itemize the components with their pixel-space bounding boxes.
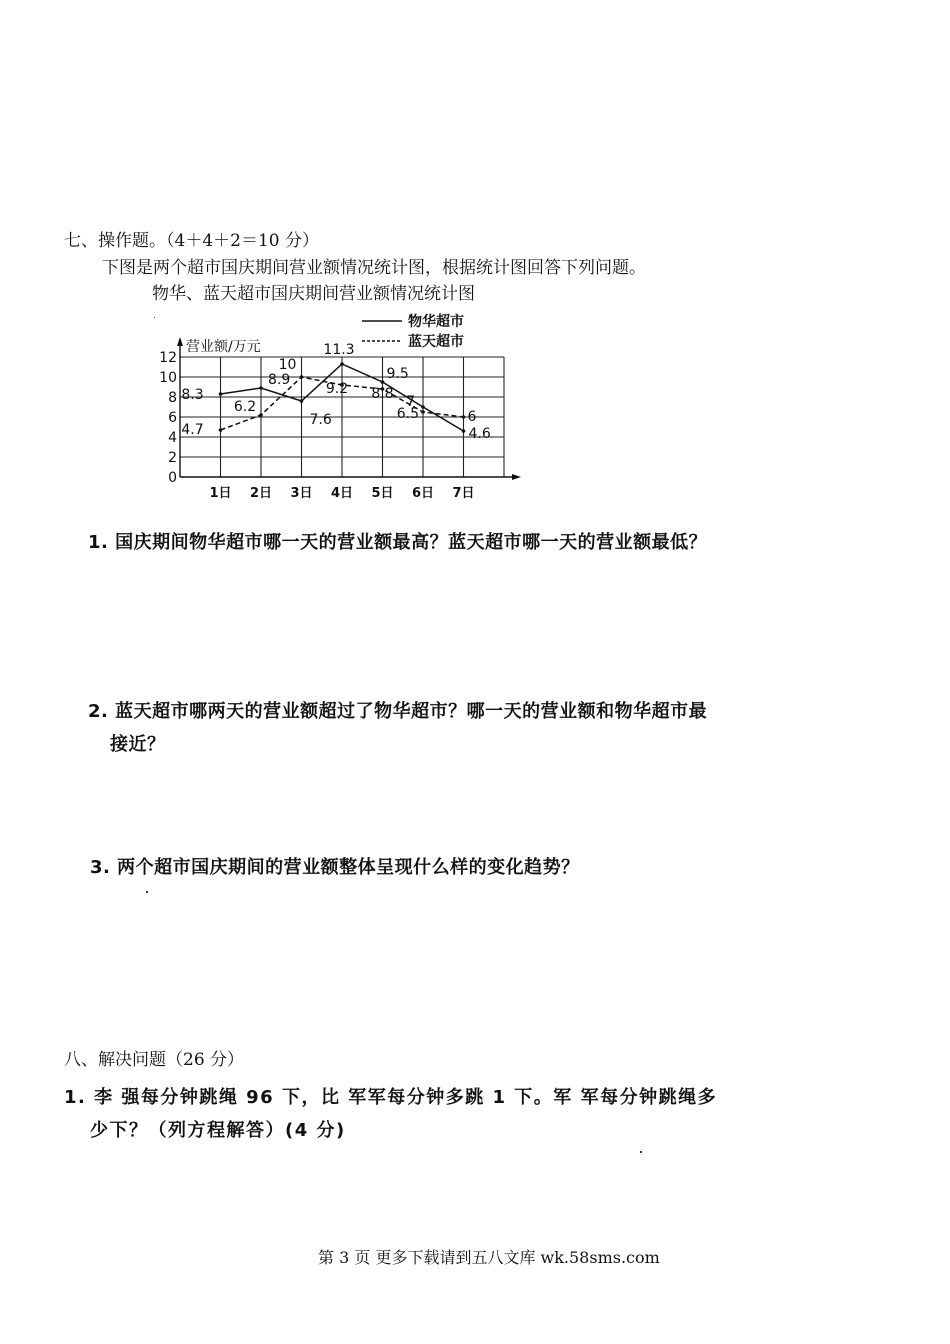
- data-point: [421, 405, 425, 409]
- scan-speck: [146, 891, 148, 893]
- y-tick-label: 10: [159, 370, 177, 386]
- x-tick-label: 6日: [411, 486, 435, 501]
- y-tick-label: 0: [168, 470, 177, 486]
- data-label: 6.2: [233, 399, 257, 415]
- x-tick-label: 1日: [209, 486, 232, 501]
- scan-speck: [640, 1151, 642, 1153]
- page-footer: 第 3 页 更多下载请到五八文库 wk.58sms.com: [318, 1248, 660, 1267]
- question-3: 3. 两个超市国庆期间的营业额整体呈现什么样的变化趋势？: [90, 857, 580, 878]
- y-axis-label: 营业额/万元: [186, 339, 261, 355]
- data-point: [259, 386, 263, 390]
- chart-title: 物华、蓝天超市国庆期间营业额情况统计图: [152, 284, 475, 304]
- data-point: [421, 410, 425, 414]
- data-point: [219, 392, 223, 396]
- legend-label: 蓝天超市: [408, 334, 464, 350]
- y-tick-label: 6: [168, 410, 177, 426]
- x-axis-arrow: [512, 474, 521, 480]
- x-tick-label: 2日: [249, 486, 273, 501]
- data-label: 9.2: [325, 381, 349, 397]
- data-point: [259, 413, 263, 417]
- data-label: 4.7: [181, 422, 204, 438]
- data-label: 8.9: [268, 372, 291, 388]
- x-tick-label: 7日: [452, 486, 475, 501]
- data-label: 10: [278, 357, 297, 373]
- question-1: 1. 国庆期间物华超市哪一天的营业额最高？蓝天超市哪一天的营业额最低？: [88, 532, 708, 553]
- data-point: [462, 429, 466, 433]
- y-axis-arrow: [177, 337, 183, 346]
- line-chart: [140, 305, 520, 505]
- x-tick-label: 4日: [330, 486, 354, 501]
- data-label: 4.6: [468, 426, 491, 442]
- data-label: 6.5: [396, 406, 419, 422]
- y-tick-label: 8: [168, 390, 177, 406]
- section7-intro: 下图是两个超市国庆期间营业额情况统计图，根据统计图回答下列问题。: [102, 258, 646, 278]
- question-2: 2. 蓝天超市哪两天的营业额超过了物华超市？哪一天的营业额和物华超市最: [88, 701, 708, 722]
- data-label: 8.8: [371, 386, 394, 402]
- x-tick-label: 5日: [371, 486, 394, 501]
- question-2-continued: 接近？: [110, 734, 166, 755]
- data-point: [219, 428, 223, 432]
- x-tick-label: 3日: [290, 486, 313, 501]
- data-point: [300, 375, 304, 379]
- data-point: [462, 415, 466, 419]
- data-label: 11.3: [323, 342, 355, 358]
- data-point: [300, 399, 304, 403]
- legend-label: 物华超市: [408, 314, 464, 330]
- data-point: [340, 362, 344, 366]
- data-label: 8.3: [181, 387, 204, 403]
- scan-speck: [154, 317, 155, 318]
- data-label: 9.5: [386, 366, 409, 382]
- data-label: 6: [467, 409, 477, 425]
- y-tick-label: 4: [168, 430, 177, 446]
- y-tick-label: 2: [168, 450, 177, 466]
- data-point: [381, 380, 385, 384]
- data-label: 7.6: [309, 412, 332, 428]
- y-tick-label: 12: [159, 350, 177, 366]
- problem-1-line-1: 1. 李 强每分钟跳绳 96 下，比 军军每分钟多跳 1 下。军 军每分钟跳绳多: [64, 1087, 718, 1108]
- section7-heading: 七、操作题。（4＋4＋2＝10 分）: [64, 231, 319, 251]
- problem-1-line-2: 少下？（列方程解答）(4 分): [90, 1120, 346, 1141]
- section8-heading: 八、解决问题（26 分）: [64, 1050, 245, 1070]
- data-label: 7: [406, 394, 415, 410]
